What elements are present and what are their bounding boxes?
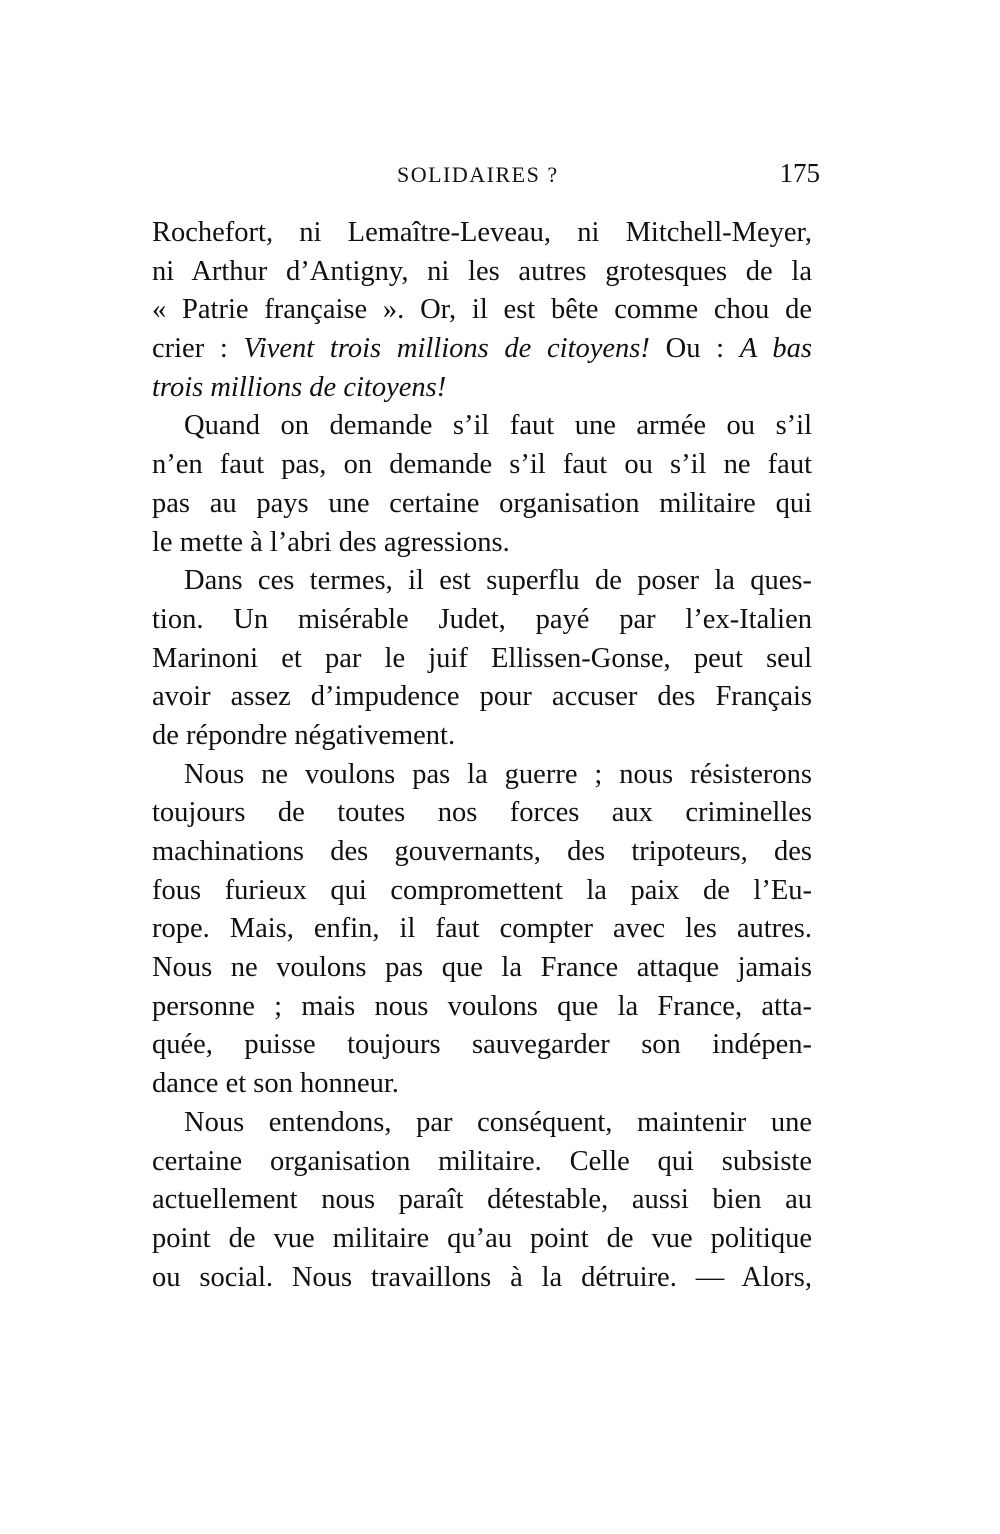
text-line: quée, puisse toujours sauvegarder son indépen-: [152, 1029, 812, 1061]
paragraph-first-line: Quand on demande s’il faut une armée ou s’il: [184, 410, 812, 442]
italic-segment: A bas: [739, 333, 812, 365]
text-line: ni Arthur d’Antigny, ni les autres grotesques de la: [152, 255, 812, 287]
text-line: « Patrie française ». Or, il est bête comme chou de: [152, 294, 812, 326]
text-line: n’en faut pas, on demande s’il faut ou s’il ne faut: [152, 449, 812, 481]
text-line: point de vue militaire qu’au point de vue politique: [152, 1222, 812, 1254]
text-line-mixed: [152, 330, 812, 369]
text-line: de répondre négativement.: [152, 719, 456, 751]
body-text: [152, 214, 812, 1297]
paragraph-first-line: Nous entendons, par conséquent, maintenir une: [184, 1106, 812, 1138]
italic-segment: trois millions de citoyens!: [152, 371, 447, 403]
text-segment: crier :: [152, 333, 244, 365]
text-line: pas au pays une certaine organisation militaire qui: [152, 487, 812, 519]
text-line: le mette à l’abri des agressions.: [152, 526, 510, 558]
text-line: fous furieux qui compromettent la paix de l’Eu-: [152, 874, 812, 906]
paragraph-first-line: Nous ne voulons pas la guerre ; nous résisterons: [184, 758, 812, 790]
text-line: Rochefort, ni Lemaître-Leveau, ni Mitchell-Meyer,: [152, 217, 812, 248]
text-line: avoir assez d’impudence pour accuser des Français: [152, 681, 812, 713]
text-line: ou social. Nous travaillons à la détruire. — Alors,: [152, 1261, 812, 1293]
paragraph-first-line: Dans ces termes, il est superflu de poser la ques-: [184, 565, 812, 597]
text-line-italic: [152, 369, 812, 408]
text-line: personne ; mais nous voulons que la France, atta-: [152, 990, 812, 1022]
text-line: Nous ne voulons pas que la France attaque jamais: [152, 952, 812, 984]
italic-segment: Vivent trois millions de citoyens!: [243, 333, 650, 365]
text-line: toujours de toutes nos forces aux criminelles: [152, 797, 812, 829]
text-line: dance et son honneur.: [152, 1068, 399, 1100]
text-line: machinations des gouvernants, des tripoteurs, des: [152, 836, 812, 867]
text-line: certaine organisation militaire. Celle qui subsiste: [152, 1145, 812, 1177]
text-segment: Ou :: [649, 333, 740, 365]
page-number: 175: [779, 158, 820, 188]
running-title: SOLIDAIRES ?: [397, 162, 559, 187]
running-head: [152, 160, 820, 192]
text-line: actuellement nous paraît détestable, aussi bien au: [152, 1184, 812, 1216]
text-line: tion. Un misérable Judet, payé par l’ex-Italien: [152, 603, 812, 635]
text-line: rope. Mais, enfin, il faut compter avec les autres.: [152, 913, 812, 945]
text-line: Marinoni et par le juif Ellissen-Gonse, peut seul: [152, 642, 812, 674]
